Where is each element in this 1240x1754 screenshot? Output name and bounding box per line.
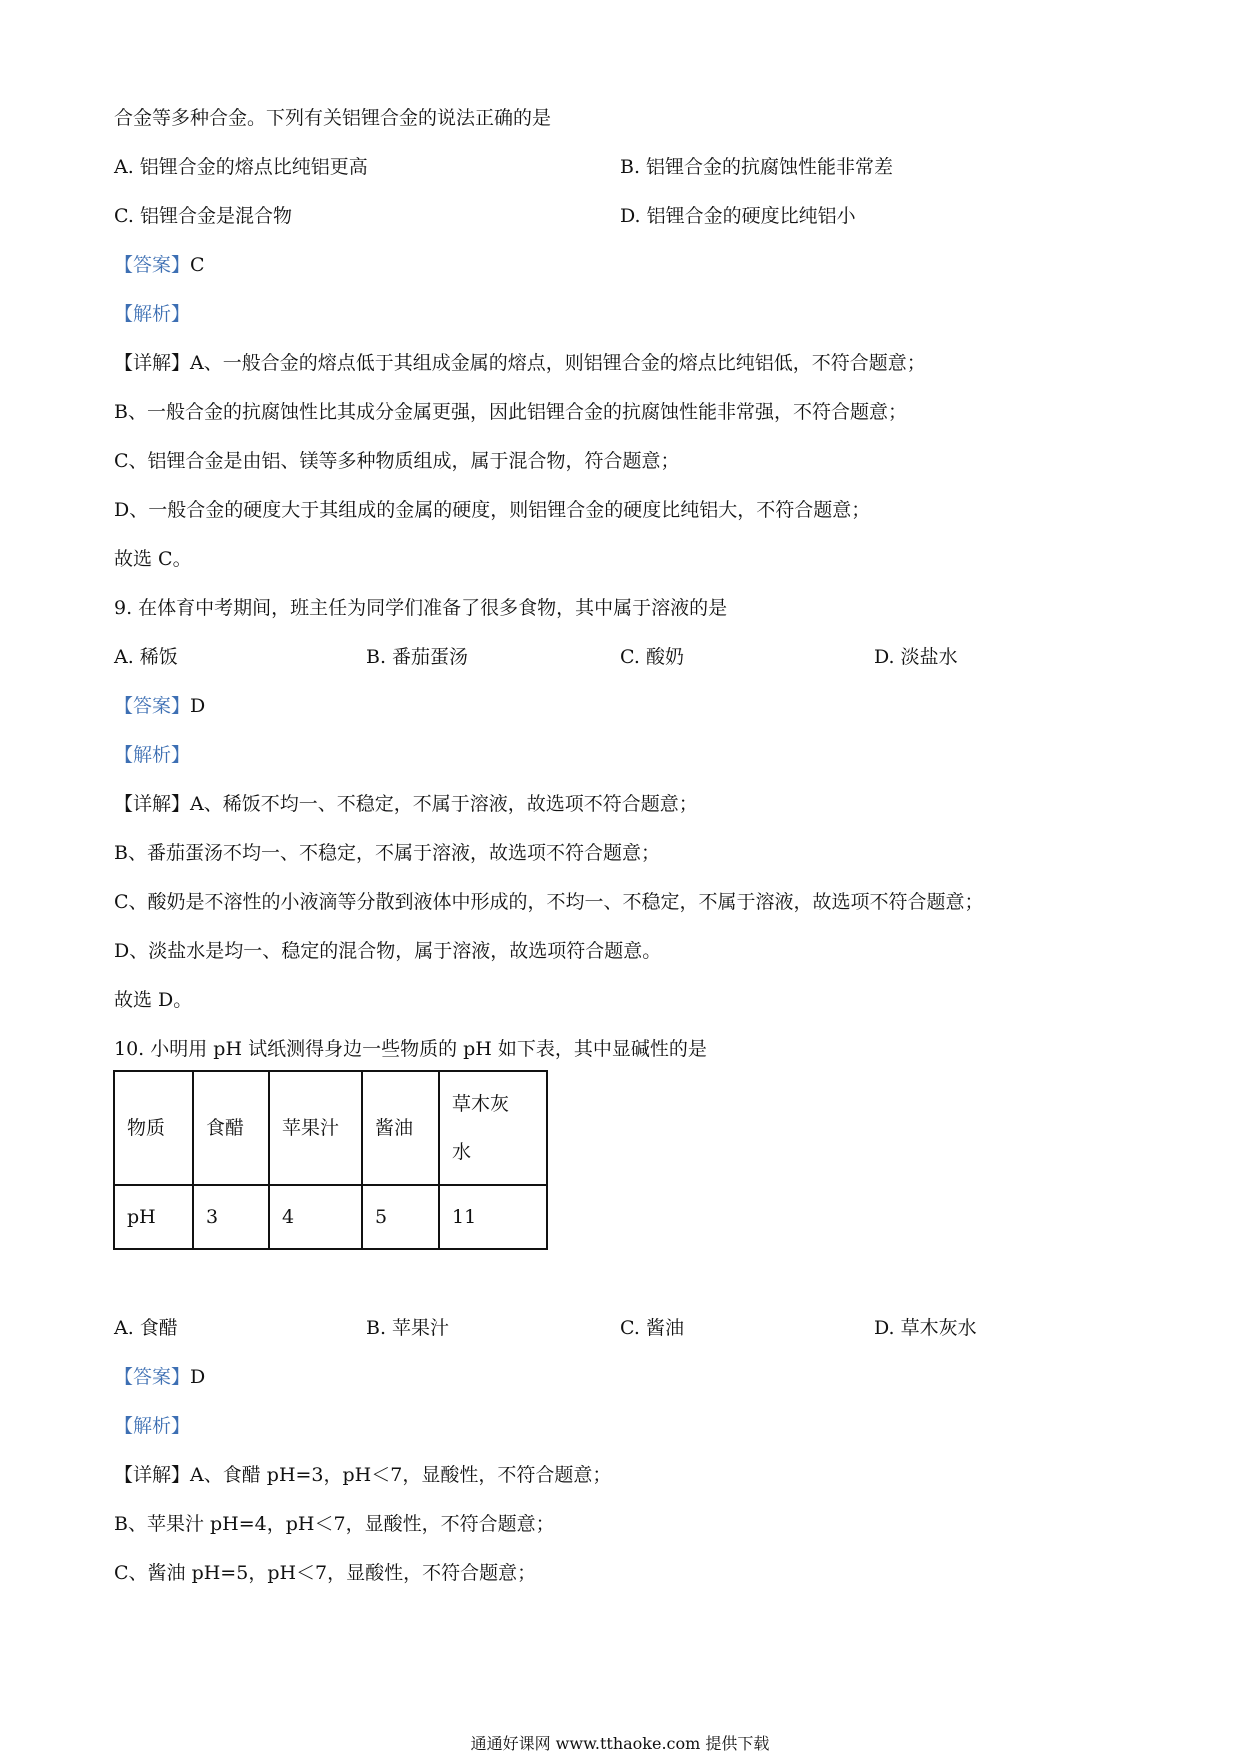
q9-analysis-tag: 【解析】 — [114, 744, 191, 766]
table-cell: 酱油 — [362, 1071, 439, 1185]
table-cell: 5 — [362, 1185, 439, 1249]
cell-line: 草木灰 — [452, 1093, 510, 1115]
table-cell: pH — [114, 1185, 193, 1249]
q10-option-d: D. 草木灰水 — [874, 1317, 977, 1339]
table-cell: 苹果汁 — [269, 1071, 362, 1185]
q8-option-d: D. 铝锂合金的硬度比纯铝小 — [620, 205, 856, 227]
table-cell: 食醋 — [193, 1071, 269, 1185]
q8-detail-d: D、一般合金的硬度大于其组成的金属的硬度，则铝锂合金的硬度比纯铝大，不符合题意； — [114, 499, 871, 521]
q9-option-d: D. 淡盐水 — [874, 646, 958, 668]
q8-detail-c: C、铝锂合金是由铝、镁等多种物质组成，属于混合物，符合题意； — [114, 450, 680, 472]
q9-detail-line: 【详解】A、稀饭不均一、不稳定，不属于溶液，故选项不符合题意； — [114, 793, 698, 815]
page-footer: 通通好课网 www.tthaoke.com 提供下载 — [470, 1734, 770, 1753]
q10-stem: 10. 小明用 pH 试纸测得身边一些物质的 pH 如下表，其中显碱性的是 — [114, 1038, 707, 1060]
q8-conclusion: 故选 C。 — [114, 548, 192, 570]
table-cell: 11 — [439, 1185, 547, 1249]
q8-option-b: B. 铝锂合金的抗腐蚀性能非常差 — [620, 156, 894, 178]
q8-detail-b: B、一般合金的抗腐蚀性比其成分金属更强，因此铝锂合金的抗腐蚀性能非常强，不符合题意； — [114, 401, 907, 423]
q10-option-b: B. 苹果汁 — [366, 1317, 450, 1339]
detail-tag: 【详解】 — [114, 1464, 191, 1486]
q9-answer: D — [190, 695, 206, 717]
q9-detail-d: D、淡盐水是均一、稳定的混合物，属于溶液，故选项符合题意。 — [114, 940, 662, 962]
q10-detail-c: C、酱油 pH=5，pH＜7，显酸性，不符合题意； — [114, 1562, 537, 1584]
q9-detail-b: B、番茄蛋汤不均一、不稳定，不属于溶液，故选项不符合题意； — [114, 842, 660, 864]
q9-option-c: C. 酸奶 — [620, 646, 684, 668]
q9-option-a: A. 稀饭 — [114, 646, 178, 668]
q8-answer-line — [114, 253, 205, 277]
cell-line: 水 — [452, 1141, 472, 1163]
q10-detail-b: B、苹果汁 pH=4，pH＜7，显酸性，不符合题意； — [114, 1513, 555, 1535]
q10-analysis-tag: 【解析】 — [114, 1415, 191, 1437]
q10-option-a: A. 食醋 — [114, 1317, 178, 1339]
q8-detail-line: 【详解】A、一般合金的熔点低于其组成金属的熔点，则铝锂合金的熔点比纯铝低，不符合题意； — [114, 352, 926, 374]
q8-option-c: C. 铝锂合金是混合物 — [114, 205, 292, 227]
q8-stem: 合金等多种合金。下列有关铝锂合金的说法正确的是 — [114, 107, 552, 129]
table-cell — [439, 1071, 547, 1185]
q9-stem: 9. 在体育中考期间，班主任为同学们准备了很多食物，其中属于溶液的是 — [114, 597, 728, 619]
answer-tag: 【答案】 — [114, 1366, 191, 1388]
detail-tag: 【详解】 — [114, 352, 191, 374]
table-cell: 3 — [193, 1185, 269, 1249]
q9-answer-line — [114, 694, 205, 718]
detail-tag: 【详解】 — [114, 793, 191, 815]
q10-answer-line — [114, 1365, 205, 1389]
ph-table-header-row — [114, 1071, 547, 1185]
ph-table-value-row — [114, 1185, 547, 1249]
q9-conclusion: 故选 D。 — [114, 989, 193, 1011]
answer-tag: 【答案】 — [114, 254, 191, 276]
q8-option-a: A. 铝锂合金的熔点比纯铝更高 — [114, 156, 368, 178]
q9-detail-c: C、酸奶是不溶性的小液滴等分散到液体中形成的，不均一、不稳定，不属于溶液，故选项不符合题意； — [114, 891, 984, 913]
ph-table — [113, 1070, 548, 1250]
table-cell: 4 — [269, 1185, 362, 1249]
q8-analysis-tag: 【解析】 — [114, 303, 191, 325]
q10-answer: D — [190, 1366, 206, 1388]
q10-option-c: C. 酱油 — [620, 1317, 684, 1339]
answer-tag: 【答案】 — [114, 695, 191, 717]
q10-detail-line: 【详解】A、食醋 pH=3，pH＜7，显酸性，不符合题意； — [114, 1464, 612, 1486]
q9-option-b: B. 番茄蛋汤 — [366, 646, 469, 668]
table-cell: 物质 — [114, 1071, 193, 1185]
q8-answer: C — [190, 254, 205, 276]
